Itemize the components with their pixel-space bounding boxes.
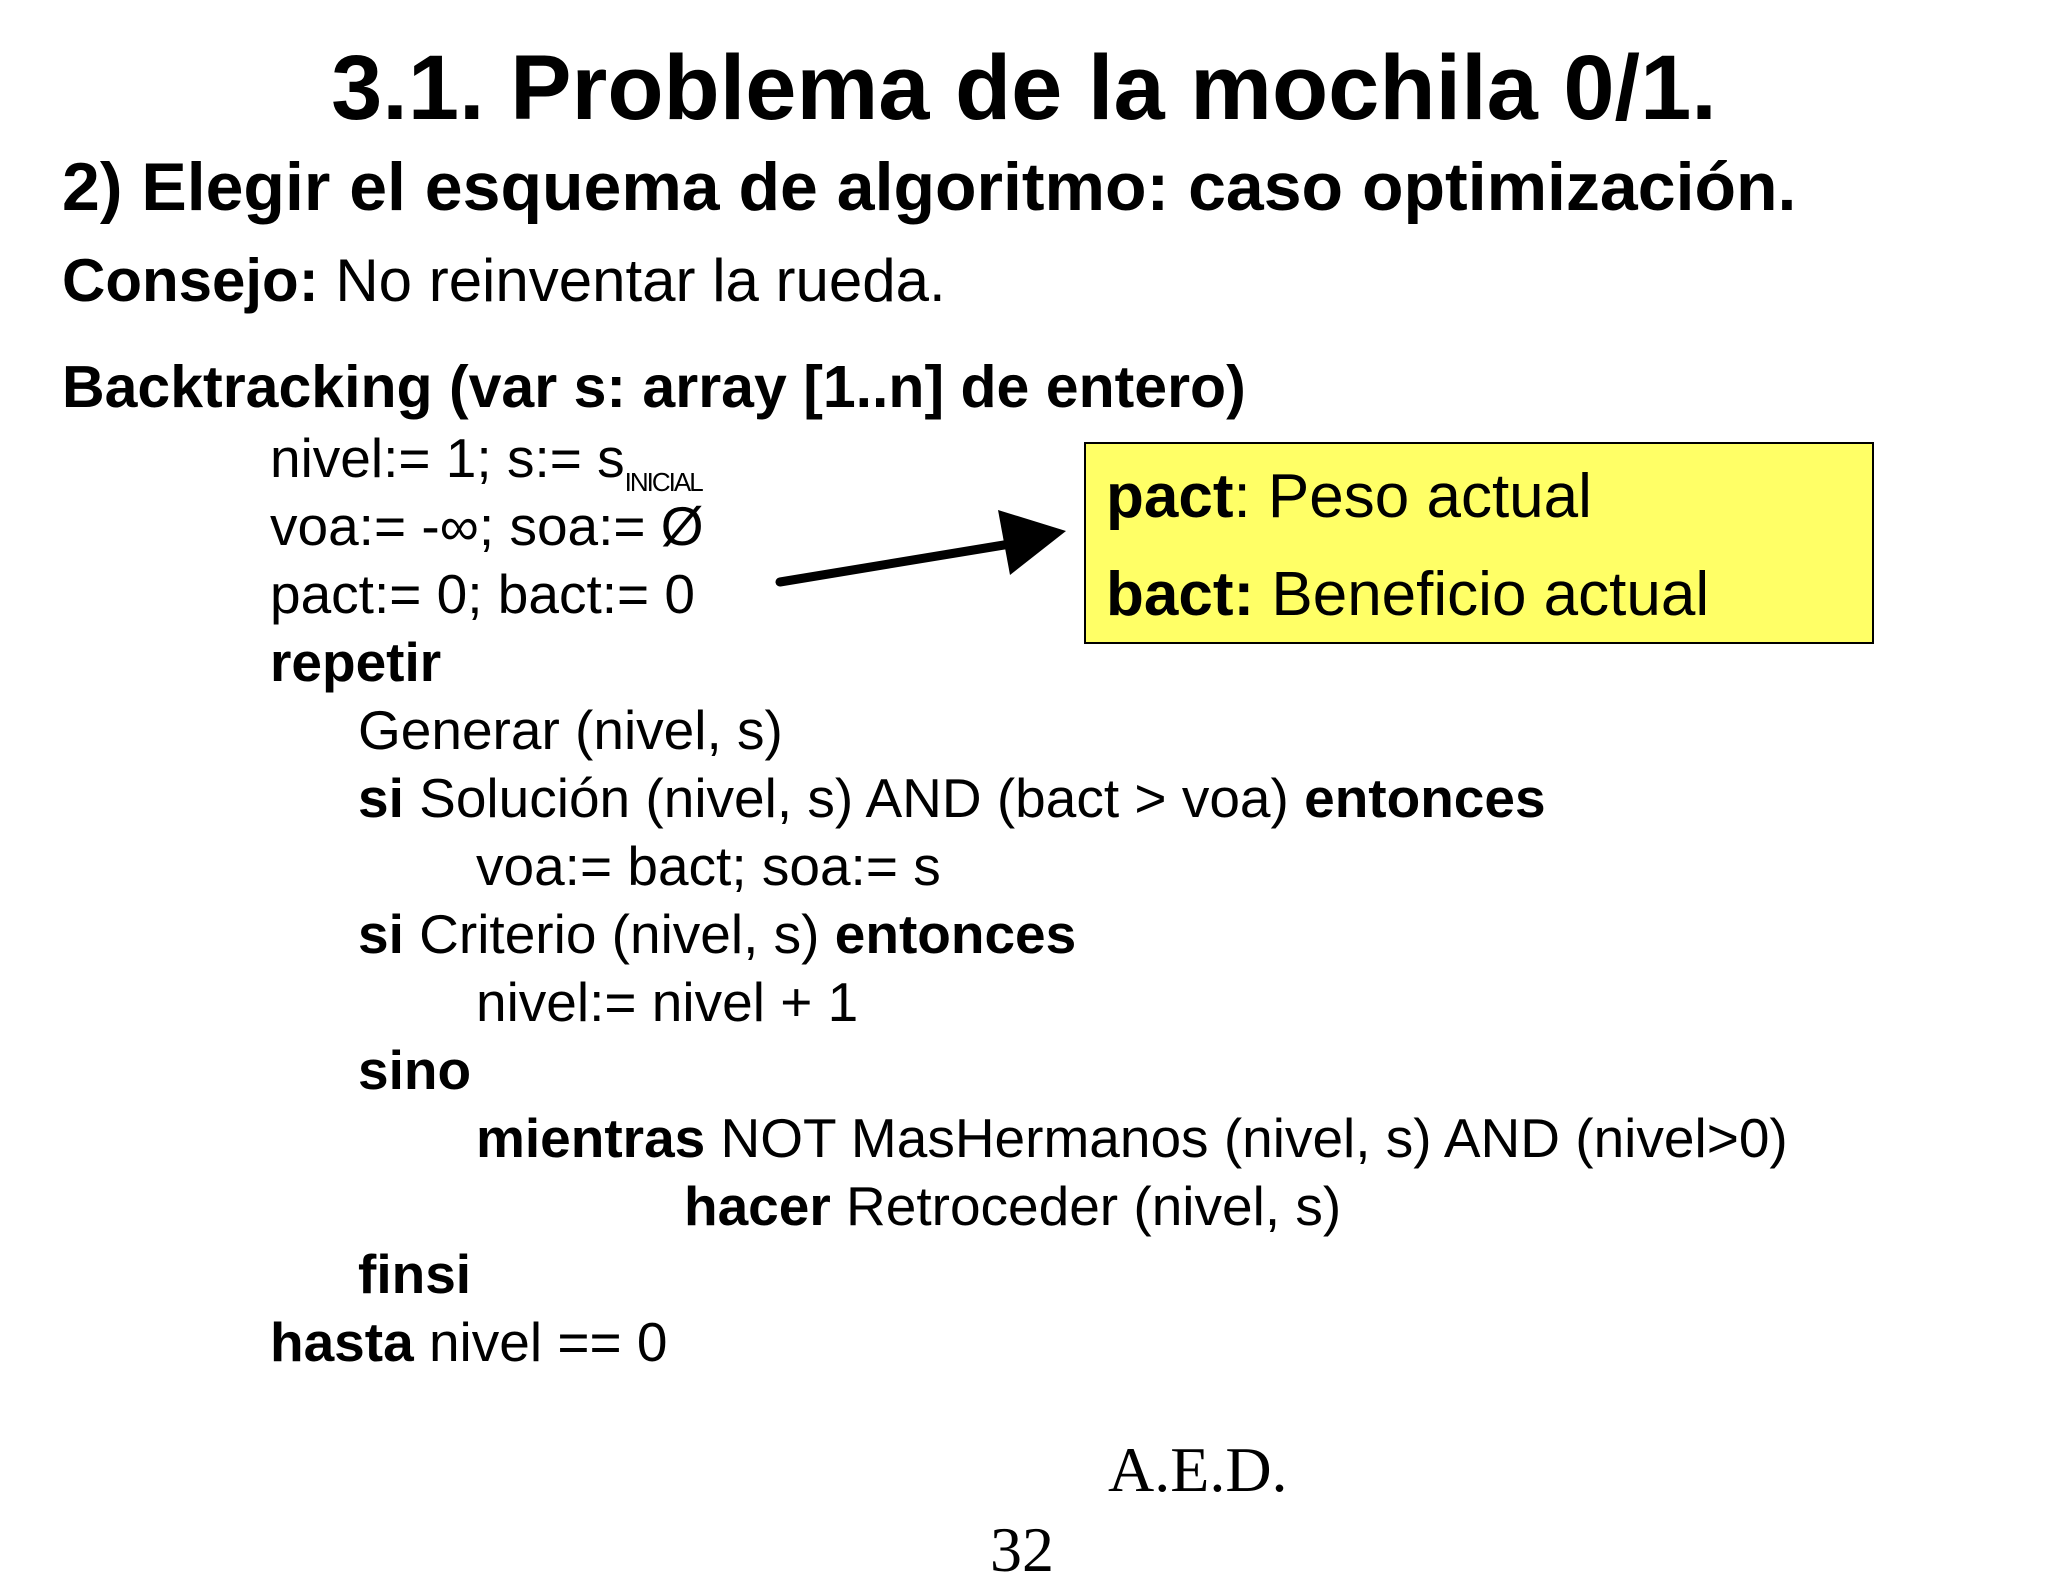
keyword-sino: sino bbox=[358, 1039, 472, 1101]
section-heading: 2) Elegir el esquema de algoritmo: caso optimización. bbox=[62, 149, 1797, 225]
code-line-8-text: Criterio (nivel, s) bbox=[403, 903, 835, 965]
keyword-si: si bbox=[358, 903, 404, 965]
code-line-5: Generar (nivel, s) bbox=[358, 699, 783, 761]
keyword-si: si bbox=[358, 767, 404, 829]
page-number: 32 bbox=[990, 1514, 1054, 1585]
slide-title: 3.1. Problema de la mochila 0/1. bbox=[331, 37, 1717, 139]
keyword-repetir: repetir bbox=[270, 631, 442, 693]
code-line-12-text: Retroceder (nivel, s) bbox=[830, 1175, 1342, 1237]
code-line-1-text: nivel:= 1; s:= s bbox=[270, 427, 625, 489]
code-line-2: voa:= -∞; soa:= Ø bbox=[270, 495, 704, 557]
algorithm-header: Backtracking (var s: array [1..n] de entero) bbox=[62, 354, 1246, 420]
code-line-1-subscript: INICIAL bbox=[624, 467, 702, 497]
code-line-11-text: NOT MasHermanos (nivel, s) AND (nivel>0) bbox=[705, 1107, 1788, 1169]
note-label-pact: pact bbox=[1106, 462, 1234, 531]
note-text-pact: : Peso actual bbox=[1233, 462, 1592, 531]
keyword-entonces: entonces bbox=[834, 903, 1077, 965]
code-line-3: pact:= 0; bact:= 0 bbox=[270, 563, 696, 625]
note-line-bact bbox=[1106, 558, 1709, 632]
keyword-hacer: hacer bbox=[684, 1175, 831, 1237]
keyword-hasta: hasta bbox=[270, 1311, 414, 1373]
note-line-pact bbox=[1106, 460, 1592, 534]
note-text-bact: Beneficio actual bbox=[1254, 560, 1710, 629]
definition-note bbox=[1084, 442, 1874, 644]
code-line-6-text: Solución (nivel, s) AND (bact > voa) bbox=[403, 767, 1305, 829]
code-line-9: nivel:= nivel + 1 bbox=[476, 971, 859, 1033]
note-label-bact: bact: bbox=[1106, 560, 1255, 629]
footer-course: A.E.D. bbox=[1108, 1434, 1288, 1505]
keyword-entonces: entonces bbox=[1304, 767, 1546, 829]
keyword-mientras: mientras bbox=[476, 1107, 706, 1169]
code-line-7: voa:= bact; soa:= s bbox=[476, 835, 941, 897]
keyword-finsi: finsi bbox=[358, 1243, 472, 1305]
code-line-14-text: nivel == 0 bbox=[413, 1311, 668, 1373]
advice-label: Consejo: bbox=[62, 247, 319, 314]
advice-text: No reinventar la rueda. bbox=[318, 247, 946, 314]
